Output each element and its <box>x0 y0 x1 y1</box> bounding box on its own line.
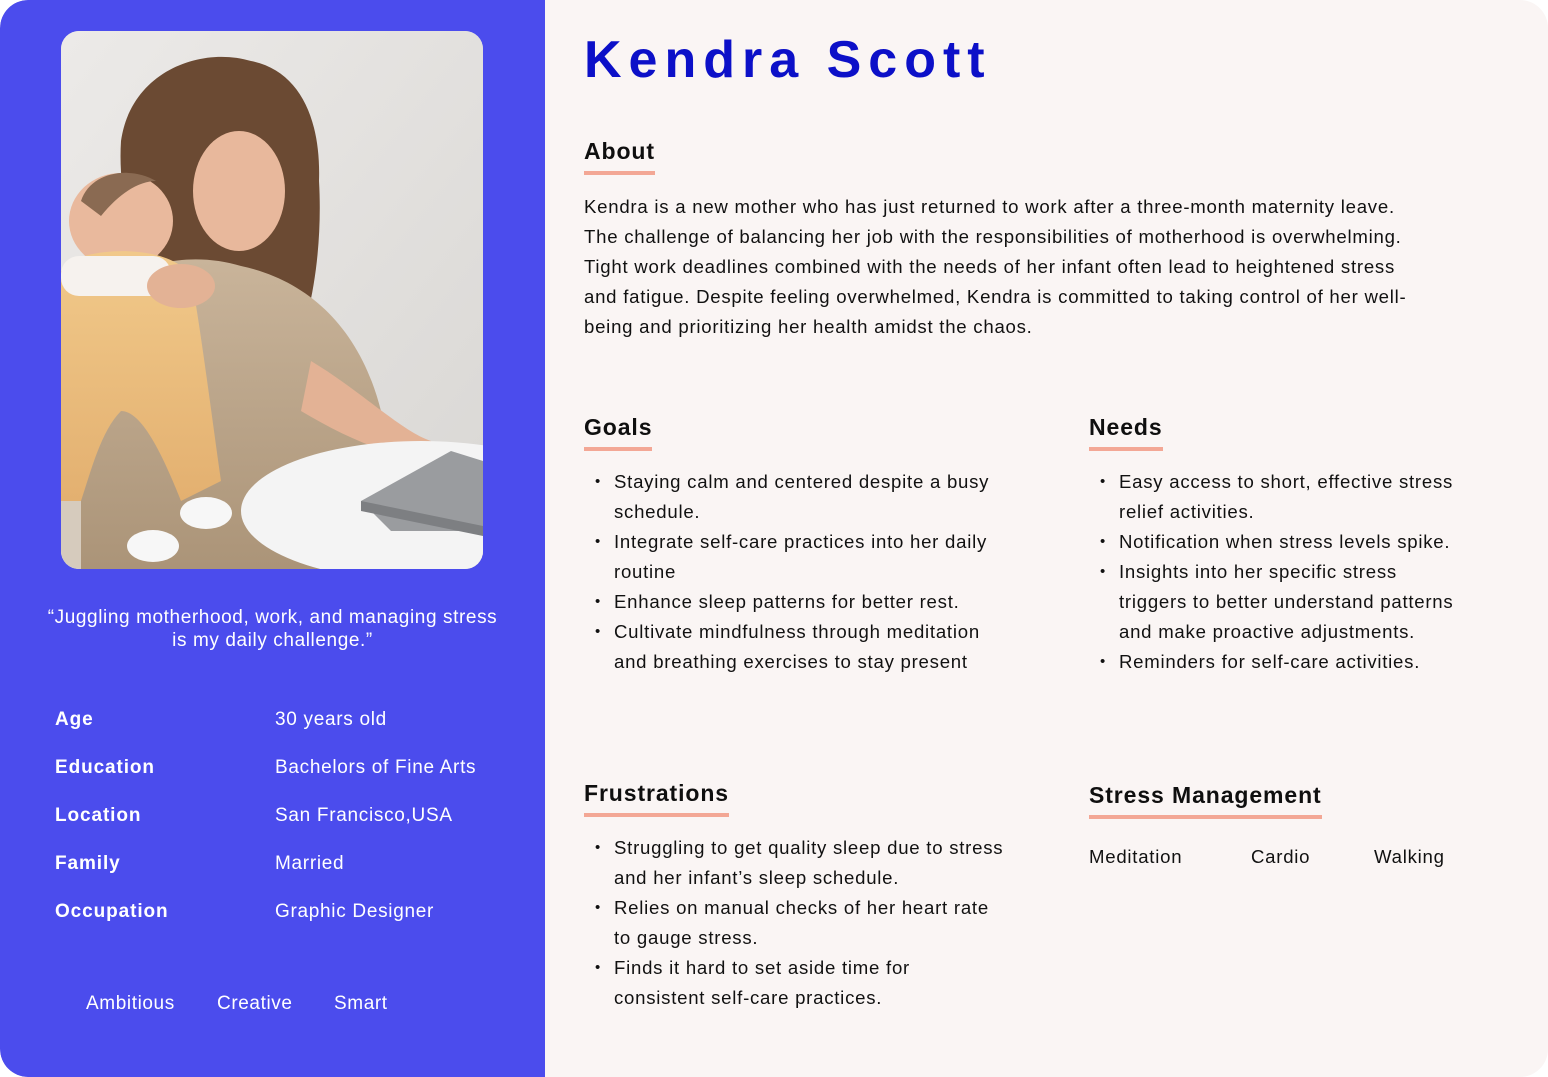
list-item: • Cultivate mindfulness through meditation and breathing exercises to stay present <box>584 617 1004 677</box>
frustrations-list <box>584 833 1004 1013</box>
info-label: Family <box>55 853 121 874</box>
needs-heading: Needs <box>1089 413 1163 451</box>
list-item: • Relies on manual checks of her heart rate to gauge stress. <box>584 893 1004 953</box>
about-text: Kendra is a new mother who has just returned to work after a three-month maternity leave. The challenge of balancing her job with the responsibilities of motherhood is overwhelming. Tight work deadlines combined with the needs of her infant often lead to heightened stress and fatigue. Despite feeling overwhelmed, Kendra is committed to taking control of her well-being and prioritizing her health amidst the chaos. <box>584 196 1407 337</box>
info-value: Married <box>275 853 345 874</box>
info-row-age <box>55 709 525 739</box>
list-item: • Integrate self-care practices into her daily routine <box>584 527 1004 587</box>
info-row-family <box>55 853 525 883</box>
about-heading: About <box>584 137 655 175</box>
list-item: • Finds it hard to set aside time for consistent self-care practices. <box>584 953 1004 1013</box>
profile-photo <box>61 31 483 569</box>
info-value: Bachelors of Fine Arts <box>275 757 477 778</box>
list-item: • Notification when stress levels spike. <box>1089 527 1459 557</box>
frustrations-heading: Frustrations <box>584 779 729 817</box>
persona-quote: “Juggling motherhood, work, and managing stress is my daily challenge.” <box>47 607 498 651</box>
info-row-occupation <box>55 901 525 931</box>
stress-method: Cardio <box>1251 846 1311 867</box>
info-label: Location <box>55 805 142 826</box>
info-label: Education <box>55 757 155 778</box>
stress-method: Meditation <box>1089 846 1183 867</box>
profile-panel <box>0 0 545 1077</box>
persona-name: Kendra Scott <box>584 31 992 89</box>
info-label: Age <box>55 709 94 730</box>
info-value: 30 years old <box>275 709 387 730</box>
list-item: • Reminders for self-care activities. <box>1089 647 1459 677</box>
info-value: San Francisco,USA <box>275 805 453 826</box>
goals-list <box>584 467 1004 677</box>
list-item: • Struggling to get quality sleep due to stress and her infant’s sleep schedule. <box>584 833 1004 893</box>
stress-method: Walking <box>1374 846 1445 867</box>
list-item: • Insights into her specific stress triggers to better understand patterns and make proactive adjustments. <box>1089 557 1459 647</box>
list-item: • Easy access to short, effective stress relief activities. <box>1089 467 1459 527</box>
needs-list <box>1089 467 1459 677</box>
info-label: Occupation <box>55 901 169 922</box>
list-item: • Enhance sleep patterns for better rest. <box>584 587 1004 617</box>
trait-tag: Smart <box>334 993 388 1014</box>
trait-tag: Creative <box>217 993 293 1014</box>
info-value: Graphic Designer <box>275 901 435 922</box>
stress-management-heading: Stress Management <box>1089 781 1322 819</box>
list-item: • Staying calm and centered despite a busy schedule. <box>584 467 1004 527</box>
goals-heading: Goals <box>584 413 652 451</box>
trait-tag: Ambitious <box>86 993 175 1014</box>
info-row-location <box>55 805 525 835</box>
info-row-education <box>55 757 525 787</box>
